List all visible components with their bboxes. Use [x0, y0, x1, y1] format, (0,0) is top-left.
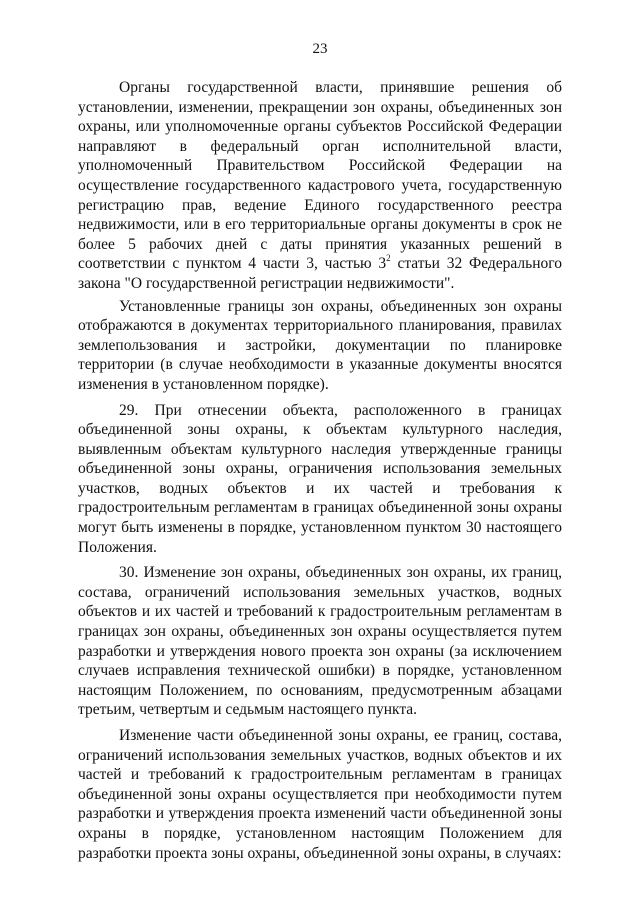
paragraph-partial-change: Изменение части объединенной зоны охраны, ее границ, состава, ограничений использования земельных участков, водных объектов и их частей и требований к градостроительным регламентам в границах объединенной зоны охраны осуществляется при необходимости путем разработки и утверждения проекта изменений части объединенной зоны охраны в порядке, установленном настоящим Положением для разработки проекта зоны охраны, объединенной зоны охраны, в случаях:: [78, 727, 562, 862]
paragraph-text-continued: статьи 32 Федерального закона "О государственной регистрации недвижимости".: [78, 255, 563, 292]
paragraph-registration-submission: [78, 78, 562, 294]
paragraph-29: 29. При отнесении объекта, расположенного в границах объединенной зоны охраны, к объектам культурного наследия, выявленным объектам культурного наследия утвержденные границы объединенной зоны охраны, ограничения использования земельных участков, водных объектов и их частей и требования к градостроительным регламентам в границах объединенной зоны охраны могут быть изменены в порядке, установленном пунктом 30 настоящего Положения.: [78, 401, 562, 556]
paragraph-text: Органы государственной власти, принявшие решения об установлении, изменении, прекращении зон охраны, объединенных зон охраны, или уполномоченные органы субъектов Российской Федерации направляют в федеральный орган исполнительной власти, уполномоченный Правительством Российской Федерации на осуществление государственного кадастрового учета, государственную регистрацию прав, ведение Единого государственного реестра недвижимости, или в его территориальные органы документы в срок не более 5 рабочих дней с даты принятия указанных решений в соответствии с пунктом 4 части 3, частью 3: [78, 79, 562, 273]
superscript: 2: [386, 253, 391, 264]
page-number: 23: [312, 41, 328, 57]
document-body: [78, 78, 562, 863]
paragraph-30: 30. Изменение зон охраны, объединенных зон охраны, их границ, состава, ограничений использования земельных участков, водных объектов и их частей и требований к градостроительным регламентам в границах зон охраны, объединенных зон охраны осуществляется путем разработки и утверждения нового проекта зон охраны (за исключением случаев исправления технической ошибки) в порядке, установленном настоящим Положением, по основаниям, предусмотренным абзацами третьим, четвертым и седьмым настоящего пункта.: [78, 564, 562, 719]
paragraph-boundaries-display: Установленные границы зон охраны, объединенных зон охраны отображаются в документах территориального планирования, правилах землепользования и застройки, документации по планировке территории (в случае необходимости в указанные документы вносятся изменения в установленном порядке).: [78, 297, 562, 393]
